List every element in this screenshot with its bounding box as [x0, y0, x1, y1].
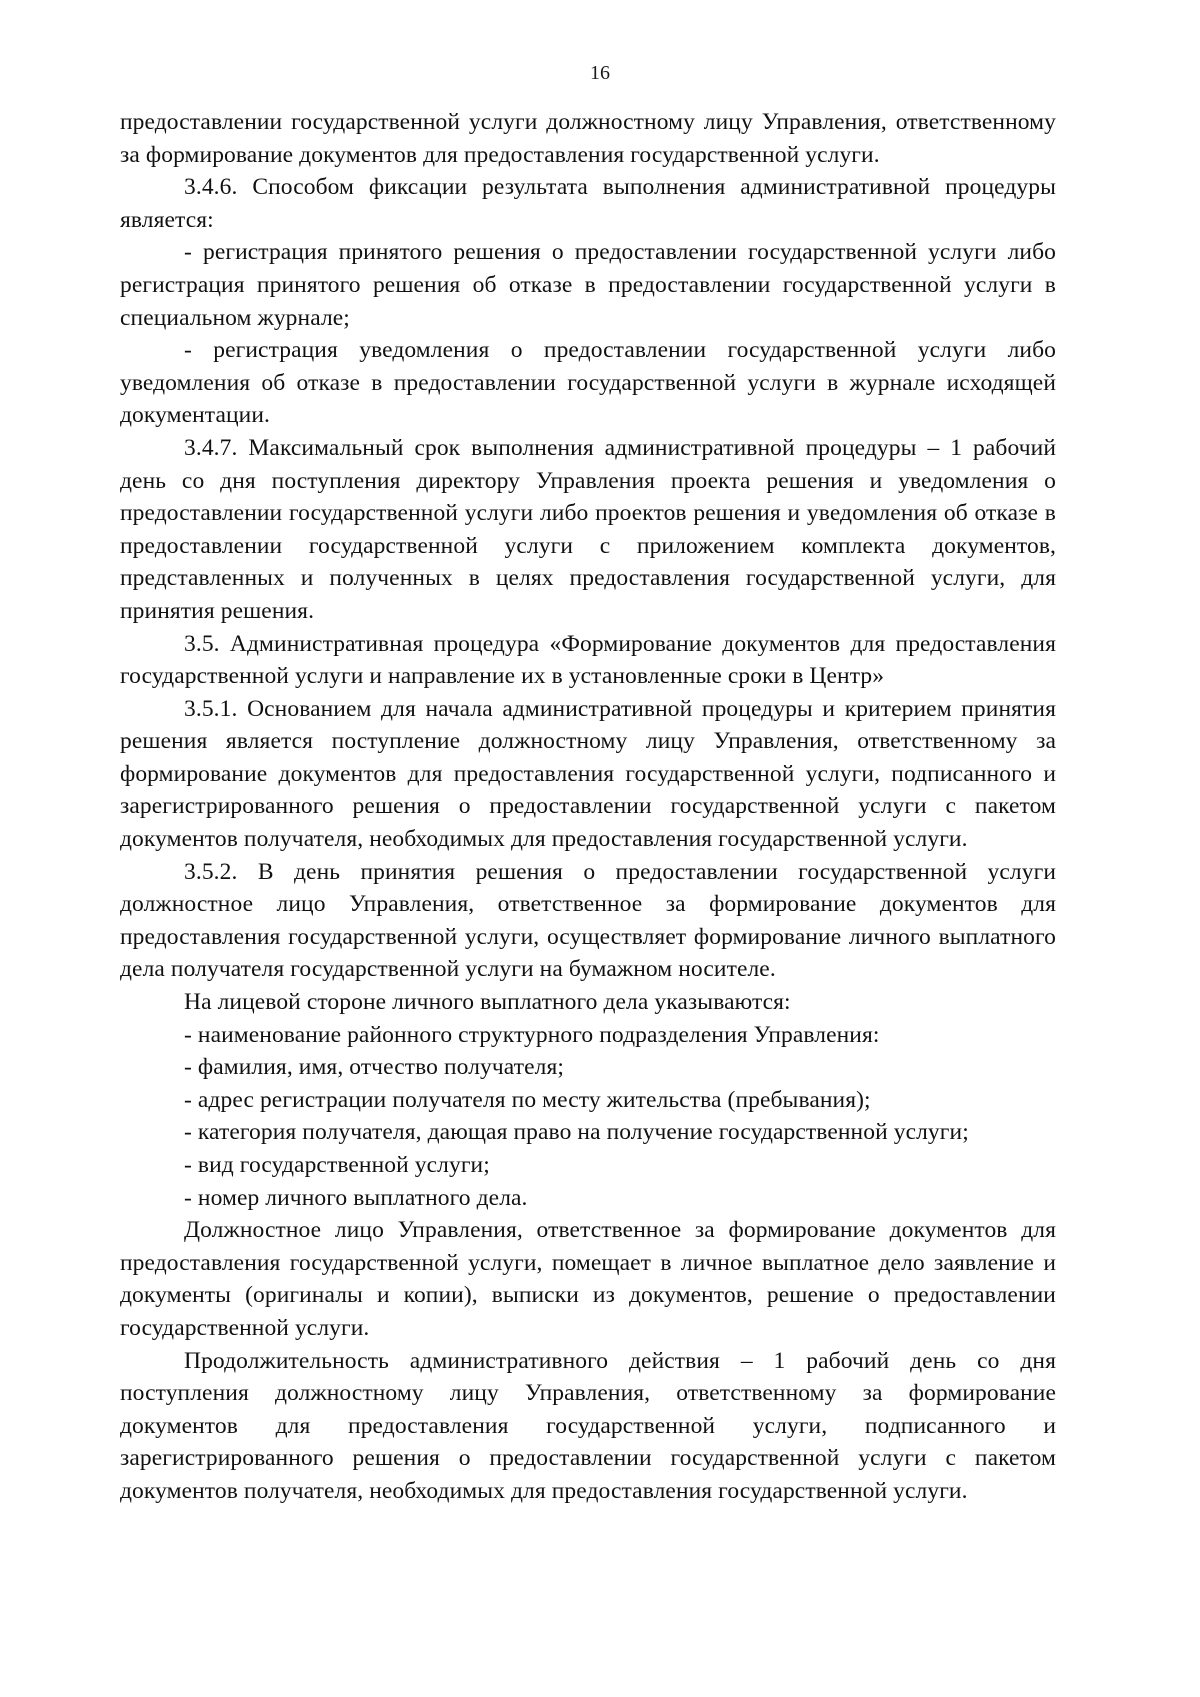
- list-item-service-type: - вид государственной услуги;: [184, 1152, 490, 1178]
- list-item-case-number: - номер личного выплатного дела.: [184, 1184, 528, 1211]
- page-number: 16: [590, 62, 610, 84]
- paragraph-3-4-6: 3.4.6. Способом фиксации результата выполнения административной процедуры является:: [120, 174, 1056, 233]
- list-item-full-name: - фамилия, имя, отчество получателя;: [184, 1054, 564, 1081]
- paragraph-duration: Продолжительность административного действия – 1 рабочий день со дня поступления должностному лицу Управления, ответственному за формирование документов для предоставления государственной услуги, подписанного и зарегистрированного решения о предоставлении государственной услуги с пакетом документов получателя, необходимых для предоставления государственной услуги.: [120, 1347, 1056, 1504]
- paragraph-continuation: предоставлении государственной услуги должностному лицу Управления, ответственному за формирование документов для предоставления государственной услуги.: [120, 109, 1056, 168]
- list-item-registration-notice: - регистрация уведомления о предоставлении государственной услуги либо уведомления об отказе в предоставлении государственной услуги в журнале исходящей документации.: [120, 337, 1056, 429]
- list-item-category: - категория получателя, дающая право на получение государственной услуги;: [184, 1119, 969, 1146]
- paragraph-front-side: На лицевой стороне личного выплатного дела указываются:: [184, 989, 791, 1016]
- paragraph-3-5: 3.5. Административная процедура «Формирование документов для предоставления государственной услуги и направление их в установленные сроки в Центр»: [120, 630, 1056, 690]
- paragraph-3-4-7: 3.4.7. Максимальный срок выполнения административной процедуры – 1 рабочий день со дня поступления директору Управления проекта решения и уведомления о предоставлении государственной услуги либо проектов решения и уведомления об отказе в предоставлении государственной услуги с приложением комплекта документов, представленных и полученных в целях предоставления государственной услуги, для принятия решения.: [120, 434, 1056, 624]
- paragraph-3-5-2: 3.5.2. В день принятия решения о предоставлении государственной услуги должностное лицо Управления, ответственное за формирование документов для предоставления государственной услуги, осуществляет формирование личного выплатного дела получателя государственной услуги на бумажном носителе.: [120, 858, 1056, 983]
- list-item-registration-decision: - регистрация принятого решения о предоставлении государственной услуги либо регистрация принятого решения об отказе в предоставлении государственной услуги в специальном журнале;: [120, 239, 1056, 331]
- paragraph-official-places: Должностное лицо Управления, ответственное за формирование документов для предоставления государственной услуги, помещает в личное выплатное дело заявление и документы (оригиналы и копии), выписки из документов, решение о предоставлении государственной услуги.: [120, 1217, 1056, 1341]
- document-body: [120, 106, 1056, 1508]
- list-item-address: - адрес регистрации получателя по месту жительства (пребывания);: [184, 1086, 871, 1113]
- list-item-department-name: - наименование районного структурного подразделения Управления:: [184, 1021, 880, 1048]
- paragraph-3-5-1: 3.5.1. Основанием для начала административной процедуры и критерием принятия решения является поступление должностному лицу Управления, ответственному за формирование документов для предоставления государственной услуги, подписанного и зарегистрированного решения о предоставлении государственной услуги с пакетом документов получателя, необходимых для предоставления государственной услуги.: [120, 695, 1056, 853]
